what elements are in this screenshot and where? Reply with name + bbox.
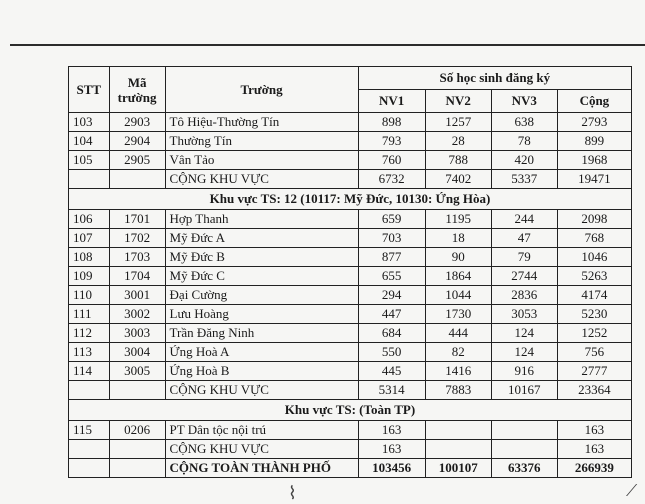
- table-row: [69, 343, 632, 362]
- col-so-hoc-sinh-header: Số học sinh đăng ký: [358, 67, 631, 90]
- ma-truong-cell: 3002: [109, 305, 165, 324]
- stt-cell: 110: [69, 286, 110, 305]
- truong-cell: Mỹ Đức B: [165, 248, 358, 267]
- total-cong: 19471: [557, 170, 631, 189]
- table-row: [69, 113, 632, 132]
- ma-truong-cell: 0206: [109, 421, 165, 440]
- table-row: [69, 267, 632, 286]
- truong-cell: Thường Tín: [165, 132, 358, 151]
- total-nv3: [491, 440, 557, 459]
- empty-cell: [109, 440, 165, 459]
- nv3-cell: 3053: [491, 305, 557, 324]
- cong-cell: 1046: [557, 248, 631, 267]
- truong-cell: Tô Hiệu-Thường Tín: [165, 113, 358, 132]
- col-nv2-header: NV2: [425, 90, 491, 113]
- nv3-cell: 124: [491, 343, 557, 362]
- col-nv3-header: NV3: [491, 90, 557, 113]
- truong-cell: Lưu Hoàng: [165, 305, 358, 324]
- ma-truong-cell: 2903: [109, 113, 165, 132]
- stt-cell: 114: [69, 362, 110, 381]
- cong-cell: 5230: [557, 305, 631, 324]
- col-ma-truong-header: Mã trường: [109, 67, 165, 113]
- table-row: [69, 210, 632, 229]
- nv3-cell: 47: [491, 229, 557, 248]
- nv2-cell: 82: [425, 343, 491, 362]
- ma-truong-cell: 3005: [109, 362, 165, 381]
- ma-truong-cell: 1701: [109, 210, 165, 229]
- total-cong: 163: [557, 440, 631, 459]
- nv2-cell: 90: [425, 248, 491, 267]
- stt-cell: 106: [69, 210, 110, 229]
- nv1-cell: 703: [358, 229, 425, 248]
- total-nv3: 10167: [491, 381, 557, 400]
- total-label: CỘNG KHU VỰC: [165, 170, 358, 189]
- total-label: CỘNG KHU VỰC: [165, 381, 358, 400]
- truong-cell: Đại Cường: [165, 286, 358, 305]
- nv1-cell: 898: [358, 113, 425, 132]
- nv1-cell: 655: [358, 267, 425, 286]
- truong-cell: Trần Đăng Ninh: [165, 324, 358, 343]
- cong-cell: 163: [557, 421, 631, 440]
- ma-truong-cell: 1703: [109, 248, 165, 267]
- ma-truong-cell: 3004: [109, 343, 165, 362]
- nv2-cell: 1416: [425, 362, 491, 381]
- truong-cell: Ứng Hoà A: [165, 343, 358, 362]
- empty-cell: [69, 381, 110, 400]
- nv2-cell: 444: [425, 324, 491, 343]
- total-row: [69, 170, 632, 189]
- nv1-cell: 445: [358, 362, 425, 381]
- region-title: Khu vực TS: (Toàn TP): [69, 400, 632, 421]
- ma-truong-cell: 2904: [109, 132, 165, 151]
- total-cong: 266939: [557, 459, 631, 478]
- empty-cell: [109, 170, 165, 189]
- truong-cell: Hợp Thanh: [165, 210, 358, 229]
- total-nv1: 103456: [358, 459, 425, 478]
- table-row: [69, 421, 632, 440]
- nv1-cell: 760: [358, 151, 425, 170]
- nv3-cell: [491, 421, 557, 440]
- nv2-cell: 1730: [425, 305, 491, 324]
- table-row: [69, 324, 632, 343]
- stt-cell: 115: [69, 421, 110, 440]
- nv2-cell: 1864: [425, 267, 491, 286]
- truong-cell: PT Dân tộc nội trú: [165, 421, 358, 440]
- total-nv3: 63376: [491, 459, 557, 478]
- col-stt-header: STT: [69, 67, 110, 113]
- total-nv2: 7402: [425, 170, 491, 189]
- nv1-cell: 163: [358, 421, 425, 440]
- stt-cell: 105: [69, 151, 110, 170]
- table-row: [69, 229, 632, 248]
- total-label: CỘNG KHU VỰC: [165, 440, 358, 459]
- stt-cell: 104: [69, 132, 110, 151]
- nv1-cell: 659: [358, 210, 425, 229]
- cong-cell: 2777: [557, 362, 631, 381]
- table-row: [69, 286, 632, 305]
- nv2-cell: 788: [425, 151, 491, 170]
- total-row: [69, 381, 632, 400]
- cong-cell: 5263: [557, 267, 631, 286]
- cong-cell: 768: [557, 229, 631, 248]
- truong-cell: Mỹ Đức A: [165, 229, 358, 248]
- ma-truong-cell: 1702: [109, 229, 165, 248]
- nv2-cell: 1044: [425, 286, 491, 305]
- nv3-cell: 2744: [491, 267, 557, 286]
- nv2-cell: 28: [425, 132, 491, 151]
- nv1-cell: 793: [358, 132, 425, 151]
- total-nv2: 7883: [425, 381, 491, 400]
- total-nv3: 5337: [491, 170, 557, 189]
- nv2-cell: 18: [425, 229, 491, 248]
- table-row: [69, 248, 632, 267]
- empty-cell: [69, 459, 110, 478]
- stt-cell: 111: [69, 305, 110, 324]
- nv1-cell: 550: [358, 343, 425, 362]
- nv2-cell: 1195: [425, 210, 491, 229]
- stt-cell: 113: [69, 343, 110, 362]
- stt-cell: 108: [69, 248, 110, 267]
- table-row: [69, 362, 632, 381]
- nv3-cell: 124: [491, 324, 557, 343]
- nv1-cell: 877: [358, 248, 425, 267]
- registration-table: [68, 66, 632, 478]
- total-cong: 23364: [557, 381, 631, 400]
- total-nv1: 5314: [358, 381, 425, 400]
- nv2-cell: 1257: [425, 113, 491, 132]
- nv1-cell: 684: [358, 324, 425, 343]
- cong-cell: 756: [557, 343, 631, 362]
- nv3-cell: 244: [491, 210, 557, 229]
- page-top-rule: [10, 44, 645, 46]
- total-label: CỘNG TOÀN THÀNH PHỐ: [165, 459, 358, 478]
- nv3-cell: 2836: [491, 286, 557, 305]
- table-row: [69, 132, 632, 151]
- stt-cell: 107: [69, 229, 110, 248]
- ma-truong-cell: 2905: [109, 151, 165, 170]
- total-row: [69, 459, 632, 478]
- ma-truong-cell: 1704: [109, 267, 165, 286]
- nv3-cell: 916: [491, 362, 557, 381]
- region-title: Khu vực TS: 12 (10117: Mỹ Đức, 10130: Ứng Hòa): [69, 189, 632, 210]
- nv1-cell: 447: [358, 305, 425, 324]
- empty-cell: [109, 381, 165, 400]
- ma-truong-cell: 3001: [109, 286, 165, 305]
- nv3-cell: 420: [491, 151, 557, 170]
- col-cong-header: Cộng: [557, 90, 631, 113]
- truong-cell: Mỹ Đức C: [165, 267, 358, 286]
- cong-cell: 4174: [557, 286, 631, 305]
- empty-cell: [109, 459, 165, 478]
- table-row: [69, 305, 632, 324]
- cong-cell: 1252: [557, 324, 631, 343]
- cong-cell: 899: [557, 132, 631, 151]
- total-nv1: 6732: [358, 170, 425, 189]
- col-truong-header: Trường: [165, 67, 358, 113]
- truong-cell: Ứng Hoà B: [165, 362, 358, 381]
- empty-cell: [69, 170, 110, 189]
- truong-cell: Vân Tảo: [165, 151, 358, 170]
- total-nv2: [425, 440, 491, 459]
- nv2-cell: [425, 421, 491, 440]
- nv3-cell: 638: [491, 113, 557, 132]
- corner-mark: ⟋: [626, 483, 638, 500]
- table-row: [69, 151, 632, 170]
- total-nv2: 100107: [425, 459, 491, 478]
- empty-cell: [69, 440, 110, 459]
- stt-cell: 109: [69, 267, 110, 286]
- cong-cell: 2098: [557, 210, 631, 229]
- total-row: [69, 440, 632, 459]
- total-nv1: 163: [358, 440, 425, 459]
- nv1-cell: 294: [358, 286, 425, 305]
- stt-cell: 103: [69, 113, 110, 132]
- region-row: [69, 400, 632, 421]
- stt-cell: 112: [69, 324, 110, 343]
- ma-truong-cell: 3003: [109, 324, 165, 343]
- nv3-cell: 78: [491, 132, 557, 151]
- nv3-cell: 79: [491, 248, 557, 267]
- col-nv1-header: NV1: [358, 90, 425, 113]
- region-row: [69, 189, 632, 210]
- cong-cell: 2793: [557, 113, 631, 132]
- cong-cell: 1968: [557, 151, 631, 170]
- signature-mark: ⌇: [288, 483, 297, 503]
